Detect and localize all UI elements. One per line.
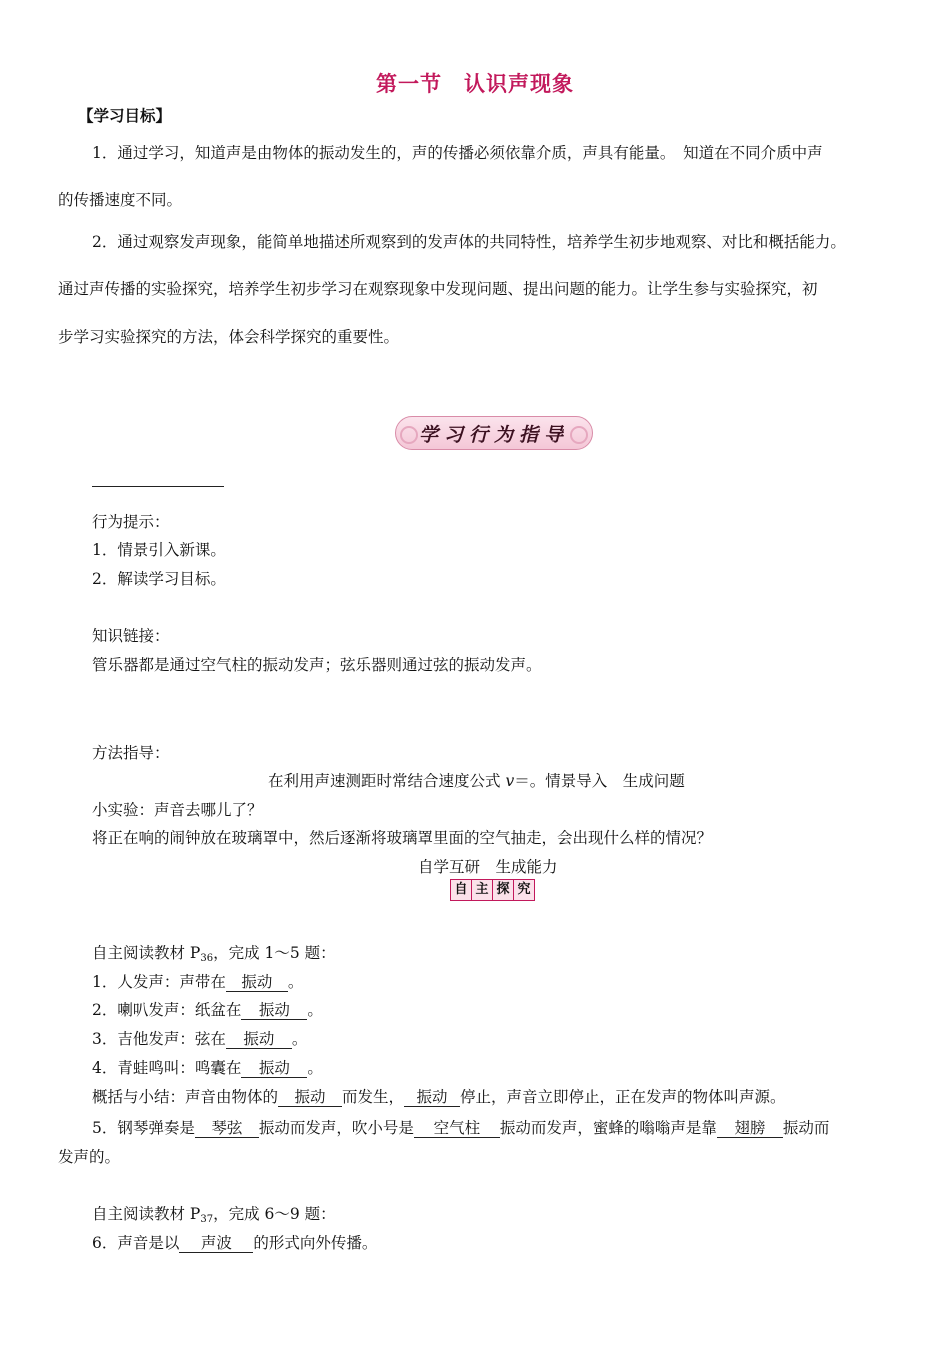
question-1 [92, 970, 303, 992]
q2-prefix: 2．喇叭发声：纸盆在 [92, 1001, 242, 1019]
tag-char-4: 究 [517, 882, 531, 897]
q6-answer-blank: 声波 [179, 1235, 253, 1253]
question-6 [92, 1231, 377, 1253]
reading2-page: 37 [200, 1214, 214, 1225]
q3-prefix: 3．吉他发声：弦在 [92, 1030, 226, 1048]
q5-mid-1: 振动而发声，吹小号是 [258, 1119, 414, 1137]
objective-1-line-1: 1．通过学习，知道声是由物体的振动发生的，声的传播必须依靠介质，声具有能量。 知道在不同介质中声 [92, 144, 823, 162]
objectives-heading: 【学习目标】 [78, 106, 172, 125]
question-5-line-2: 发声的。 [58, 1148, 121, 1166]
method-text [268, 769, 685, 791]
q4-suffix: 。 [307, 1059, 323, 1077]
hint-item-1: 1．情景引入新课。 [92, 541, 226, 559]
reading1-text-a: 自主阅读教材 P [92, 944, 201, 962]
hint-item-2: 2．解读学习目标。 [92, 570, 226, 588]
q1-answer-blank: 振动 [226, 974, 288, 992]
experiment-text: 将正在响的闹钟放在玻璃罩中，然后逐渐将玻璃罩里面的空气抽走，会出现什么样的情况？ [92, 829, 713, 847]
objective-1-line-2: 的传播速度不同。 [58, 191, 183, 209]
q5-suffix: 振动而 [782, 1119, 830, 1137]
reading1-page: 36 [200, 953, 214, 964]
q6-prefix: 6．声音是以 [92, 1234, 180, 1252]
summary-suffix: 停止，声音立即停止，正在发声的物体叫声源。 [460, 1088, 786, 1106]
q5-answer-3: 翅膀 [717, 1120, 783, 1138]
q2-answer-blank: 振动 [241, 1002, 307, 1020]
reading1-text-b: ，完成 1～5 题： [213, 944, 336, 962]
reading-instruction-1 [92, 941, 336, 964]
self-study-tag [450, 879, 535, 901]
method-text-a: 在利用声速测距时常结合速度公式 [268, 772, 506, 790]
q5-prefix: 5．钢琴弹奏是 [92, 1119, 195, 1137]
hints-label: 行为提示： [92, 513, 170, 531]
summary-answer-1: 振动 [278, 1089, 342, 1107]
knowledge-text: 管乐器都是通过空气柱的振动发声；弦乐器则通过弦的振动发声。 [92, 656, 542, 674]
summary-prefix: 概括与小结：声音由物体的 [92, 1088, 279, 1106]
q1-suffix: 。 [287, 973, 304, 991]
summary-mid: 而发生， [342, 1088, 405, 1106]
objective-2-line-2: 通过声传播的实验探究，培养学生初步学习在观察现象中发现问题、提出问题的能力。让学生参与实验探究，初 [58, 280, 818, 298]
method-text-b: ＝。情景导入 生成问题 [514, 772, 685, 790]
experiment-label: 小实验：声音去哪儿了？ [92, 801, 263, 819]
q4-answer-blank: 振动 [241, 1060, 307, 1078]
question-2 [92, 998, 323, 1020]
q3-answer-blank: 振动 [226, 1031, 292, 1049]
reading2-text-b: ，完成 6～9 题： [213, 1205, 336, 1223]
summary-line [92, 1085, 786, 1107]
reading2-text-a: 自主阅读教材 P [92, 1205, 201, 1223]
question-5-line-1 [92, 1116, 829, 1138]
section-banner: 学习行为指导 [395, 416, 593, 450]
q5-answer-1: 琴弦 [195, 1120, 259, 1138]
knowledge-label: 知识链接： [92, 627, 170, 645]
question-4 [92, 1056, 323, 1078]
page-title: 第一节 认识声现象 [376, 72, 574, 96]
tag-char-1: 自 [451, 880, 472, 900]
q5-answer-2: 空气柱 [414, 1120, 500, 1138]
q5-mid-2: 振动而发声，蜜蜂的嗡嗡声是靠 [499, 1119, 717, 1137]
q6-suffix: 的形式向外传播。 [253, 1234, 378, 1252]
method-label: 方法指导： [92, 744, 170, 762]
question-3 [92, 1027, 307, 1049]
objective-2-line-1: 2．通过观察发声现象，能简单地描述所观察到的发声体的共同特性，培养学生初步地观察、对比和概括能力。 [92, 233, 846, 251]
separator-line [92, 486, 224, 487]
q2-suffix: 。 [307, 1001, 323, 1019]
tag-char-2: 主 [472, 880, 493, 900]
reading-instruction-2 [92, 1202, 336, 1225]
q3-suffix: 。 [291, 1030, 308, 1048]
q1-prefix: 1．人发声：声带在 [92, 973, 226, 991]
tag-char-3: 探 [493, 880, 514, 900]
section2-heading: 自学互研 生成能力 [418, 858, 558, 876]
summary-answer-2: 振动 [404, 1089, 460, 1107]
objective-2-line-3: 步学习实验探究的方法，体会科学探究的重要性。 [58, 328, 400, 346]
velocity-variable: v [505, 772, 515, 790]
q4-prefix: 4．青蛙鸣叫：鸣囊在 [92, 1059, 242, 1077]
